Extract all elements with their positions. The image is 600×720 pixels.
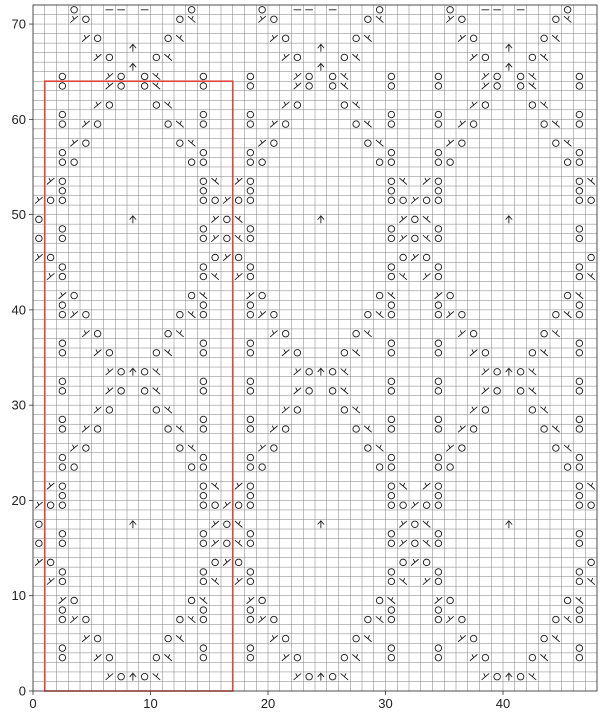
- x-tick-label: 0: [29, 696, 37, 711]
- y-tick-label: 70: [11, 16, 26, 32]
- y-tick-label: 60: [11, 111, 26, 127]
- y-tick-label: 40: [11, 302, 26, 318]
- y-tick-label: 0: [18, 683, 26, 699]
- y-tick-label: 10: [11, 588, 26, 604]
- y-tick-label: 50: [11, 207, 26, 223]
- y-tick-label: 20: [11, 492, 26, 508]
- x-tick-label: 30: [378, 696, 393, 711]
- y-tick-label: 30: [11, 397, 26, 413]
- x-tick-label: 20: [260, 696, 276, 711]
- x-tick-label: 40: [495, 696, 511, 711]
- x-tick-label: 10: [143, 696, 158, 711]
